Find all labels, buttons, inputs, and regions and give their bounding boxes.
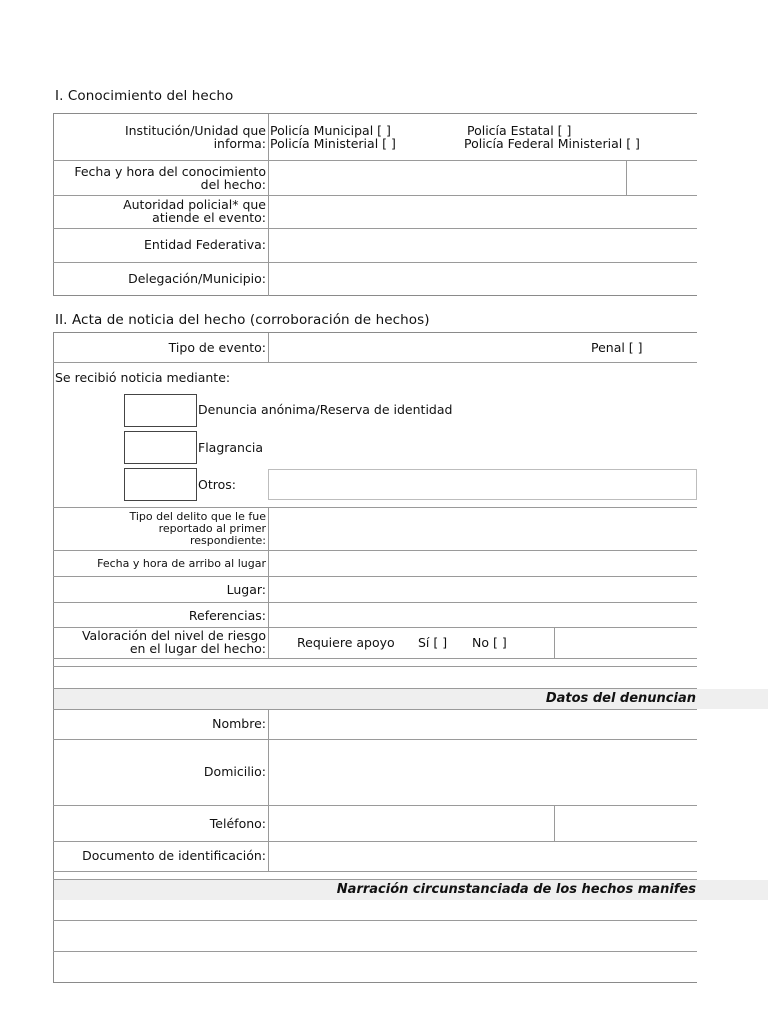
tipo-delito-input[interactable] — [269, 508, 697, 550]
option-policia-municipal[interactable]: Policía Municipal [ ] — [270, 123, 391, 138]
tipo-delito-label — [55, 511, 266, 547]
autoridad-label-line2: atiende el evento: — [152, 210, 266, 225]
arribo-input[interactable] — [269, 551, 697, 576]
autoridad-label-line1: Autoridad policial* que — [123, 197, 266, 212]
arribo-label: Fecha y hora de arribo al lugar — [97, 557, 266, 570]
telefono-input[interactable] — [269, 806, 554, 841]
domicilio-input[interactable] — [269, 740, 697, 805]
option-penal[interactable]: Penal [ ] — [591, 340, 643, 355]
option-policia-ministerial[interactable]: Policía Ministerial [ ] — [270, 136, 396, 151]
otros-checkbox[interactable] — [124, 468, 197, 501]
flagrancia-label: Flagrancia — [198, 440, 263, 455]
entidad-label: Entidad Federativa: — [144, 237, 266, 252]
narracion-line-1[interactable] — [54, 901, 697, 920]
narracion-header: Narración circunstanciada de los hechos manifes — [336, 882, 696, 897]
domicilio-label: Domicilio: — [203, 764, 266, 779]
tipo-delito-line2: reportado al primer — [158, 522, 266, 535]
option-policia-estatal[interactable]: Policía Estatal [ ] — [467, 123, 572, 138]
tipo-delito-line3: respondiente: — [189, 534, 266, 547]
lugar-label: Lugar: — [226, 582, 266, 597]
row-divider — [53, 658, 697, 659]
institucion-label-line2: informa: — [213, 136, 266, 151]
riesgo-extra-input[interactable] — [555, 628, 697, 658]
fecha-input[interactable] — [269, 161, 626, 195]
entidad-input[interactable] — [269, 229, 697, 262]
flagrancia-checkbox[interactable] — [124, 431, 197, 464]
row-divider — [53, 666, 697, 667]
telefono-label: Teléfono: — [209, 816, 266, 831]
requiere-apoyo-label: Requiere apoyo — [297, 635, 395, 650]
riesgo-label-line2: en el lugar del hecho: — [129, 641, 266, 656]
documento-label: Documento de identificación: — [82, 848, 266, 863]
institucion-label-line1: Institución/Unidad que — [124, 123, 266, 138]
autoridad-input[interactable] — [269, 196, 697, 228]
autoridad-label — [55, 198, 266, 224]
otros-input[interactable] — [268, 469, 697, 500]
telefono-extra-input[interactable] — [555, 806, 697, 841]
tipo-delito-line1: Tipo del delito que le fue — [129, 510, 266, 523]
narracion-line-2[interactable] — [54, 921, 697, 951]
lugar-input[interactable] — [269, 577, 697, 602]
hora-input[interactable] — [627, 161, 697, 195]
option-si[interactable]: Sí [ ] — [418, 635, 448, 650]
section-1-title: I. Conocimiento del hecho — [55, 88, 234, 104]
fecha-conocimiento-label — [55, 165, 266, 191]
nombre-input[interactable] — [269, 710, 697, 739]
noticia-label: Se recibió noticia mediante: — [55, 370, 231, 385]
row-divider — [53, 871, 697, 872]
referencias-label: Referencias: — [188, 608, 266, 623]
denunciante-header: Datos del denuncian — [545, 691, 696, 706]
institucion-label — [55, 124, 266, 150]
referencias-input[interactable] — [269, 603, 697, 627]
documento-input[interactable] — [269, 842, 697, 871]
otros-label: Otros: — [198, 477, 236, 492]
tipo-evento-label: Tipo de evento: — [168, 340, 266, 355]
delegacion-label: Delegación/Municipio: — [128, 271, 266, 286]
nombre-label: Nombre: — [212, 716, 266, 731]
riesgo-label-line1: Valoración del nivel de riesgo — [81, 628, 266, 643]
option-no[interactable]: No [ ] — [472, 635, 507, 650]
denuncia-checkbox[interactable] — [124, 394, 197, 427]
fecha-label-line2: del hecho: — [200, 177, 266, 192]
option-policia-federal-ministerial[interactable]: Policía Federal Ministerial [ ] — [464, 136, 640, 151]
denuncia-label: Denuncia anónima/Reserva de identidad — [198, 402, 453, 417]
narracion-line-3[interactable] — [54, 952, 697, 982]
delegacion-input[interactable] — [269, 263, 697, 295]
row-divider — [53, 362, 697, 363]
fecha-label-line1: Fecha y hora del conocimiento — [74, 164, 266, 179]
section-2-title: II. Acta de noticia del hecho (corroboración de hechos) — [55, 312, 430, 328]
column-divider — [268, 333, 269, 362]
riesgo-label — [55, 629, 266, 655]
